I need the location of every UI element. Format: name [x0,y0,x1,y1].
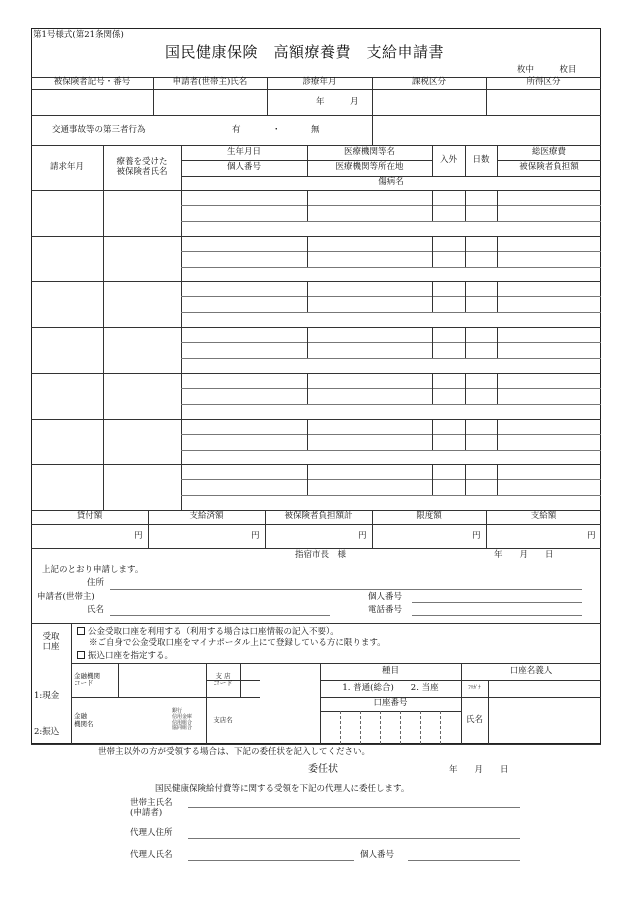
total-cost-header: 総医療費 [531,146,566,157]
personal-number-header: 個人番号 [226,162,261,173]
claim-row-line [181,221,601,222]
branch-name-label: 支店名 [213,715,233,724]
transfer-account-text: 振込口座を指定する。 [88,651,174,661]
claim-row-line [181,434,601,435]
method-transfer[interactable]: 2:振込 [34,727,60,737]
holder-name-field[interactable] [489,698,600,743]
treatment-month-label: 診療年月 [302,77,337,88]
tax-category-label: 課税区分 [411,77,446,88]
applicant-name-label: 申請者(世帯主)氏名 [172,77,248,88]
claim-row-line [181,450,601,451]
application-statement: 上記のとおり申請します。 [42,565,144,575]
claim-entry-field[interactable] [32,465,181,509]
disease-name-header: 傷病名 [378,177,404,188]
claim-col-line [307,419,308,450]
birth-date-header: 生年月日 [226,146,261,157]
paid-amount-yen[interactable]: 円 [251,531,260,541]
proxy-name-label: 代理人氏名 [130,850,173,860]
proxy-personal-number-label: 個人番号 [360,850,395,860]
claim-col-line [497,327,498,358]
claim-col-line [497,281,498,312]
branch-code-label: 支 店 コード [213,671,233,687]
claim-col-line [465,419,466,450]
claim-row-line [181,388,601,389]
insured-total-label: 被保険者負担額計 [284,511,353,522]
account-label: 受取 口座 [42,632,60,652]
treatment-month-field[interactable]: 年 月 [316,97,359,107]
claim-col-line [465,281,466,312]
income-category-field[interactable] [487,90,600,114]
payment-amount-yen[interactable]: 円 [587,531,596,541]
proxy-address-label: 代理人住所 [130,828,173,838]
furigana-label: ﾌﾘｶﾞﾅ [468,684,481,691]
claim-col-line [307,190,308,221]
branch-code-field[interactable] [241,664,319,696]
income-category-label: 所得区分 [526,77,561,88]
public-account-text: 公金受取口座を利用する（利用する場合は口座情報の記入不要）。 [88,627,339,637]
patient-share-header: 被保険者負担額 [519,162,579,173]
claim-col-line [432,281,433,312]
bank-name-field[interactable] [112,698,172,743]
tax-category-field[interactable] [373,90,485,114]
claim-entry-field[interactable] [32,420,181,464]
accident-label: 交通事故等の第三者行為 [52,125,146,135]
account-type-label: 種目 [381,665,399,676]
public-account-option[interactable] [77,627,339,637]
claim-row-line [181,342,601,343]
application-date[interactable]: 年 月 日 [494,550,554,560]
accident-yes-option[interactable]: 有 [232,125,241,135]
claim-col-line [465,190,466,221]
paid-amount-label: 支給済額 [189,511,224,522]
facility-name-header: 医療機関等名 [343,146,395,157]
public-account-note: ※ご自身で公金受取口座をマイナポータル上にて登録している方に限ります。 [89,638,386,648]
claim-col-line [465,327,466,358]
claim-col-line [432,373,433,404]
holder-name-label: 氏名 [465,714,483,725]
claim-entry-field[interactable] [32,191,181,235]
claim-entry-field[interactable] [32,282,181,326]
payment-amount-label: 支給額 [530,511,557,522]
account-number-label: 口座番号 [373,698,408,709]
claim-row-line [181,251,601,252]
householder-name-label: 世帯主氏名 (申請者) [130,798,173,818]
claim-col-line [432,419,433,450]
days-header: 日数 [472,154,490,165]
claim-col-line [497,464,498,495]
public-account-checkbox[interactable] [77,627,85,635]
sheet-count[interactable]: 枚中 枚目 [517,65,577,75]
claim-col-line [307,327,308,358]
claim-col-line [432,464,433,495]
proxy-personal-number-field[interactable] [408,860,520,861]
bank-code-label: 金融機関 コード [74,671,100,687]
claim-col-line [307,373,308,404]
claim-col-line [432,327,433,358]
claim-row-line [181,267,601,268]
limit-amount-label: 限度額 [416,511,442,522]
loan-amount-label: 貸付額 [76,511,103,522]
claim-month-header: 請求年月 [49,161,84,172]
limit-amount-yen[interactable]: 円 [472,531,481,541]
proxy-date[interactable]: 年 月 日 [449,765,509,775]
claim-col-line [465,373,466,404]
claim-col-line [307,464,308,495]
account-holder-label: 口座名義人 [509,665,553,676]
claim-col-line [497,190,498,221]
claim-row-line [181,312,601,313]
claim-entry-field[interactable] [32,237,181,281]
claim-row-line [181,495,601,496]
claim-col-line [307,236,308,267]
proxy-address-field[interactable] [188,838,520,839]
address-label: 住所 [87,578,105,588]
bank-name-label: 金融 機関名 [74,712,94,728]
accident-separator: ・ [272,125,281,135]
claim-row-line [181,296,601,297]
addressee: 指宿市長 様 [295,550,347,560]
name-label: 氏名 [87,605,105,615]
branch-name-field[interactable] [241,698,319,743]
furigana-field[interactable] [489,681,600,696]
facility-address-header: 医療機関等所在地 [335,162,404,173]
claim-entry-field[interactable] [32,328,181,372]
proxy-statement: 国民健康保険給付費等に関する受領を下記の代理人に委任します。 [155,784,410,794]
bank-kinds: 銀行 信用金庫 信用組合 協同組合 [172,708,193,732]
claim-row-line [181,358,601,359]
claim-entry-field[interactable] [32,374,181,418]
name-field[interactable] [110,615,330,616]
in-out-header: 入外 [439,154,457,165]
proxy-name-field[interactable] [188,860,354,861]
claim-row-line [181,479,601,480]
claim-col-line [465,464,466,495]
claim-col-line [432,236,433,267]
phone-label: 電話番号 [368,605,403,615]
claim-col-line [497,373,498,404]
proxy-instruction: 世帯主以外の方が受領する場合は、下記の委任状を記入してください。 [98,747,371,757]
claim-col-line [432,190,433,221]
applicant-label: 申請者(世帯主) [37,592,95,602]
page-title: 国民健康保険 高額療養費 支給申請書 [165,43,445,61]
loan-amount-yen[interactable]: 円 [134,531,143,541]
bank-code-field[interactable] [119,664,205,696]
claim-row-line [181,404,601,405]
method-cash[interactable]: 1:現金 [34,691,60,701]
applicant-name-field[interactable] [154,90,266,114]
form-number: 第1号様式(第21条関係) [33,30,124,40]
householder-name-field[interactable] [188,807,520,808]
address-field[interactable] [110,589,582,590]
account-number-field[interactable] [321,712,460,743]
patient-name-header: 療養を受けた 被保険者氏名 [116,156,168,177]
personal-number-field[interactable] [412,602,582,603]
claim-row-line [181,205,601,206]
insured-total-yen[interactable]: 円 [358,531,367,541]
claim-col-line [307,281,308,312]
claim-col-line [497,236,498,267]
claim-col-line [497,419,498,450]
insured-number-field[interactable] [32,90,152,114]
transfer-account-option[interactable] [77,651,173,661]
phone-field[interactable] [412,615,582,616]
transfer-account-checkbox[interactable] [77,651,85,659]
account-type-choice[interactable]: 1. 普通(総合) 2. 当座 [342,682,439,693]
accident-no-option[interactable]: 無 [311,125,320,135]
personal-number-label: 個人番号 [368,592,403,602]
proxy-title: 委任状 [308,764,338,775]
claim-col-line [465,236,466,267]
insured-number-label: 被保険者記号・番号 [53,77,131,88]
